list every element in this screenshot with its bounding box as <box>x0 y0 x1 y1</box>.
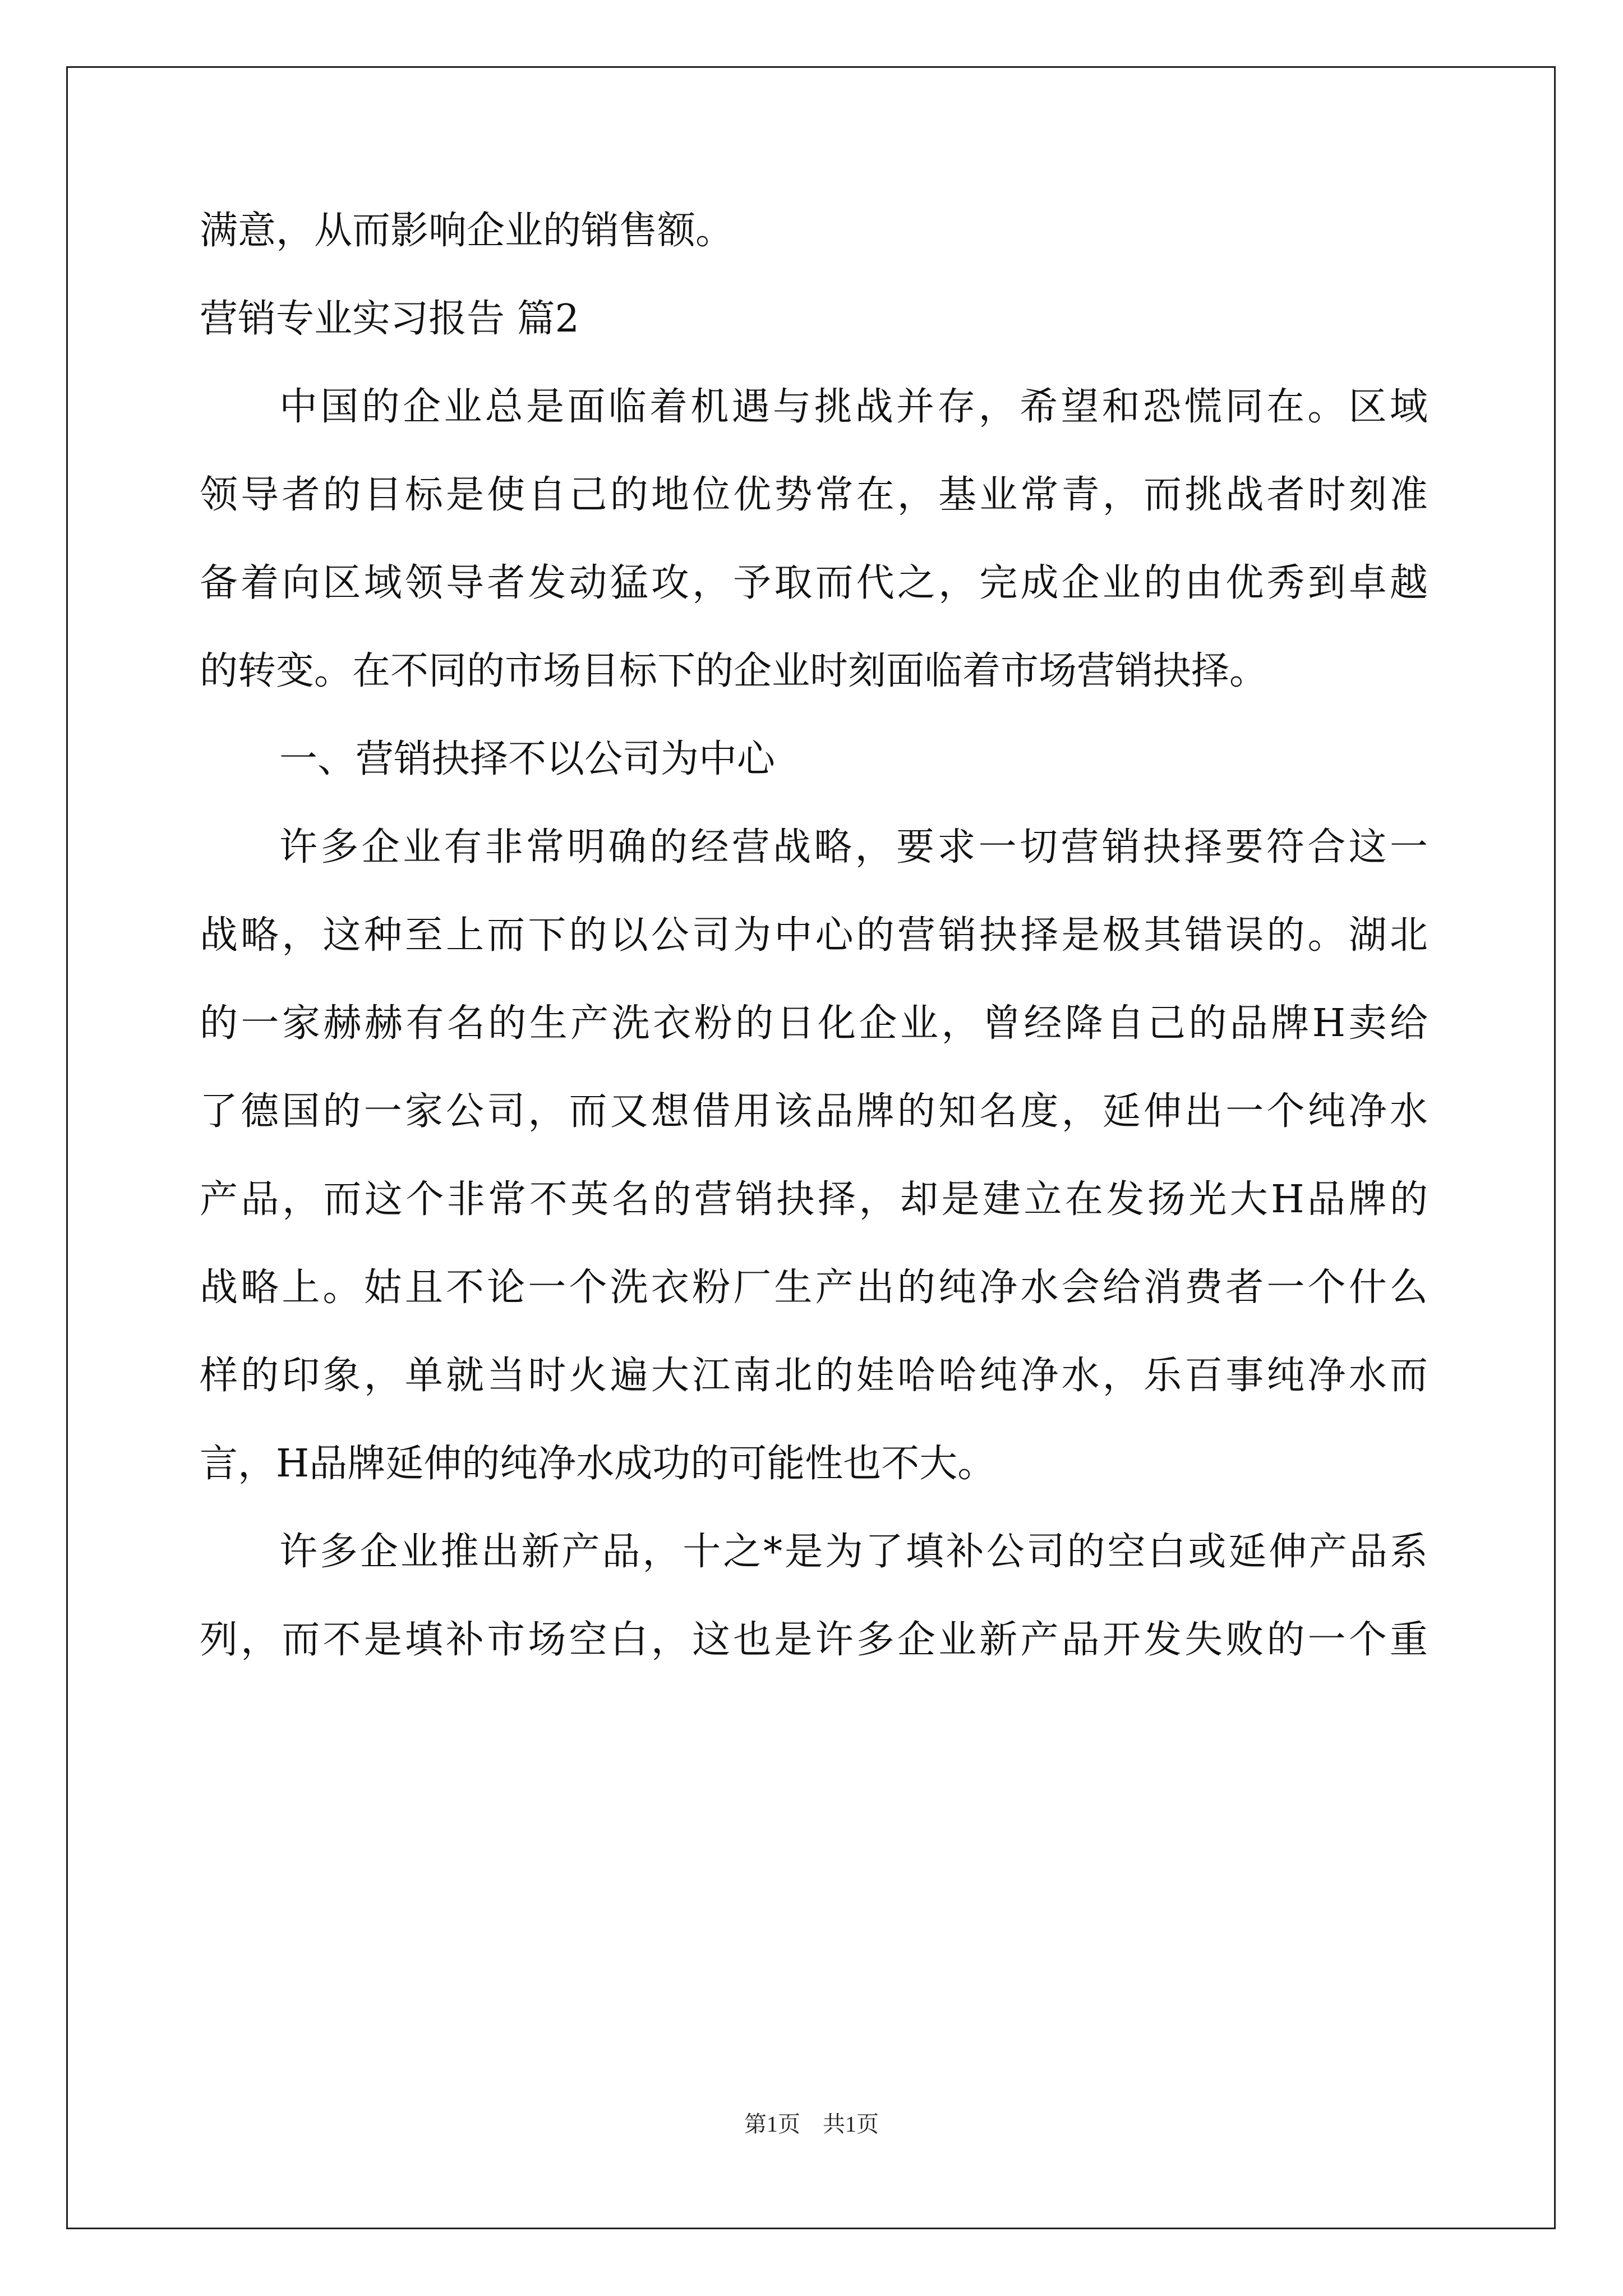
paragraph-line: 备着向区域领导者发动猛攻，予取而代之，完成企业的由优秀到卓越 <box>200 561 1428 605</box>
subheading: 一、营销抉择不以公司为中心 <box>279 737 776 781</box>
paragraph-line: 许多企业推出新产品，十之*是为了填补公司的空白或延伸产品系 <box>279 1530 1428 1574</box>
paragraph-line: 战略，这种至上而下的以公司为中心的营销抉择是极其错误的。湖北 <box>200 913 1428 958</box>
page-number-footer: 第1页 共1页 <box>744 2111 879 2137</box>
paragraph-line: 许多企业有非常明确的经营战略，要求一切营销抉择要符合这一 <box>279 825 1428 869</box>
paragraph-line: 的一家赫赫有名的生产洗衣粉的日化企业，曾经降自己的品牌H卖给 <box>200 1001 1428 1046</box>
paragraph-line: 领导者的目标是使自己的地位优势常在，基业常青，而挑战者时刻准 <box>200 473 1428 517</box>
paragraph-line: 的转变。在不同的市场目标下的企业时刻面临着市场营销抉择。 <box>200 649 1268 693</box>
paragraph-line: 满意，从而影响企业的销售额。 <box>200 209 734 253</box>
paragraph-line: 战略上。姑且不论一个洗衣粉厂生产出的纯净水会给消费者一个什么 <box>200 1266 1428 1310</box>
section-heading: 营销专业实习报告 篇2 <box>200 297 579 341</box>
paragraph-line: 中国的企业总是面临着机遇与挑战并存，希望和恐慌同在。区域 <box>279 385 1428 429</box>
paragraph-line: 产品，而这个非常不英名的营销抉择，却是建立在发扬光大H品牌的 <box>200 1177 1428 1222</box>
paragraph-line: 列，而不是填补市场空白，这也是许多企业新产品开发失败的一个重 <box>200 1618 1428 1662</box>
paragraph-line: 了德国的一家公司，而又想借用该品牌的知名度，延伸出一个纯净水 <box>200 1089 1428 1134</box>
paragraph-line: 言，H品牌延伸的纯净水成功的可能性也不大。 <box>200 1442 996 1486</box>
paragraph-line: 样的印象，单就当时火遍大江南北的娃哈哈纯净水，乐百事纯净水而 <box>200 1354 1428 1398</box>
